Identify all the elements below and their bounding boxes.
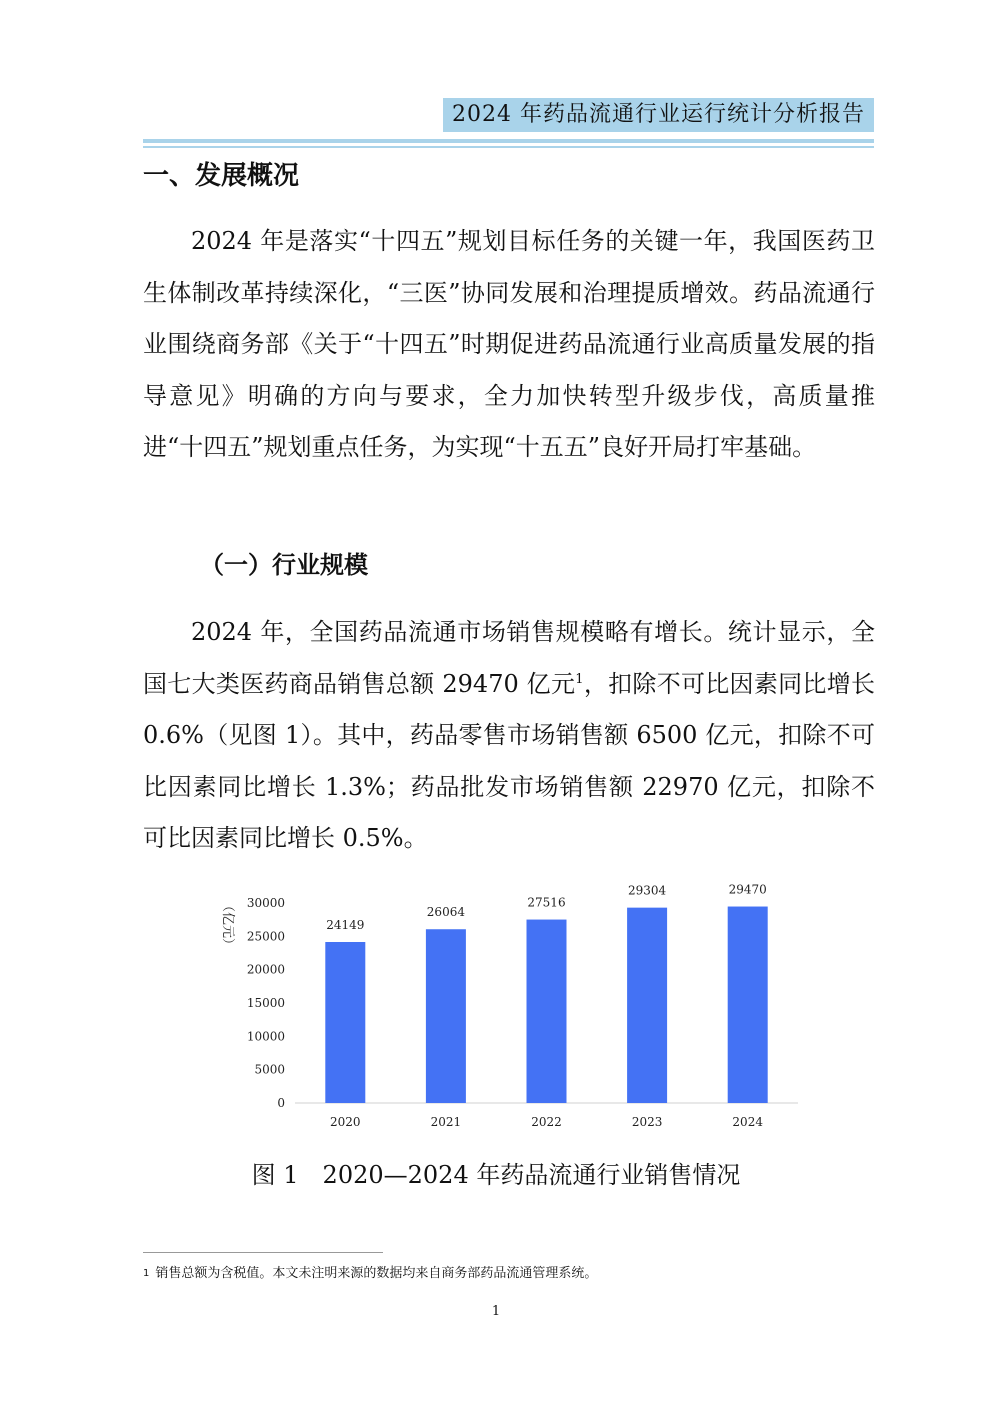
y-axis-label: （亿元） bbox=[220, 898, 235, 952]
x-tick-label-2024: 2024 bbox=[732, 1115, 763, 1129]
x-tick-label-2020: 2020 bbox=[330, 1115, 361, 1129]
x-tick-label-2022: 2022 bbox=[531, 1115, 562, 1129]
footnote bbox=[143, 1265, 597, 1283]
bar-2022 bbox=[527, 920, 567, 1103]
x-tick-labels bbox=[330, 1115, 763, 1129]
y-tick-label: 10000 bbox=[246, 1029, 285, 1044]
overview-paragraph: 2024 年是落实“十四五”规划目标任务的关键一年，我国医药卫生体制改革持续深化，“三医”协同发展和治理提质增效。药品流通行业围绕商务部《关于“十四五”时期促进药品流通行业高质量发展的指导意见》明确的方向与要求，全力加快转型升级步伐，高质量推进“十四五”规划重点任务，为实现“十五五”良好开局打牢基础。 bbox=[143, 227, 875, 461]
y-tick-label: 5000 bbox=[254, 1062, 285, 1077]
data-label-2021: 26064 bbox=[426, 905, 465, 920]
bar-2020 bbox=[325, 942, 365, 1103]
y-tick-label: 30000 bbox=[246, 896, 285, 910]
x-tick-label-2023: 2023 bbox=[631, 1115, 663, 1129]
footnote-divider bbox=[143, 1252, 383, 1253]
subsection-heading: （一）行业规模 bbox=[200, 551, 368, 579]
header-rule-thick bbox=[143, 139, 874, 143]
bar-2021 bbox=[426, 929, 466, 1103]
sales-bar-chart bbox=[200, 870, 820, 1140]
bar-2023 bbox=[627, 908, 667, 1103]
data-label-2024: 29470 bbox=[728, 882, 767, 897]
chart-bars bbox=[325, 907, 767, 1103]
paragraph-text-after-note: ，扣除不可比因素同比增长 0.6%（见图 1）。其中，药品零售市场销售额 6500 亿元，扣除不可比因素同比增长 1.3%；药品批发市场销售额 22970 亿元，扣除不可比因素同比增长 0.5%。 bbox=[143, 669, 876, 852]
industry-scale-paragraph bbox=[143, 607, 875, 865]
footnote-mark: 1 bbox=[143, 1268, 150, 1279]
data-label-2020: 24149 bbox=[326, 918, 365, 933]
section-heading: 一、发展概况 bbox=[143, 161, 300, 191]
footnote-reference[interactable]: 1 bbox=[575, 671, 584, 687]
paragraph-text-before-note: 2024 年，全国药品流通市场销售规模略有增长。统计显示，全国七大类医药商品销售总额 29470 亿元 bbox=[143, 618, 875, 698]
header-rule-thin bbox=[143, 146, 874, 148]
data-label-2022: 27516 bbox=[527, 895, 566, 910]
y-tick-label: 20000 bbox=[246, 962, 285, 977]
data-label-2023: 29304 bbox=[628, 883, 667, 898]
footnote-text: 销售总额为含税值。本文未注明来源的数据均来自商务部药品流通管理系统。 bbox=[155, 1266, 598, 1281]
report-header-title: 2024 年药品流通行业运行统计分析报告 bbox=[443, 98, 874, 132]
y-tick-label: 0 bbox=[277, 1096, 285, 1110]
x-tick-label-2021: 2021 bbox=[430, 1115, 462, 1129]
page-number: 1 bbox=[491, 1304, 501, 1319]
y-tick-labels bbox=[247, 896, 285, 1110]
bar-2024 bbox=[728, 907, 768, 1103]
figure-caption: 图 1 2020—2024 年药品流通行业销售情况 bbox=[251, 1161, 741, 1189]
y-tick-label: 15000 bbox=[246, 996, 285, 1010]
y-tick-label: 25000 bbox=[246, 929, 285, 944]
